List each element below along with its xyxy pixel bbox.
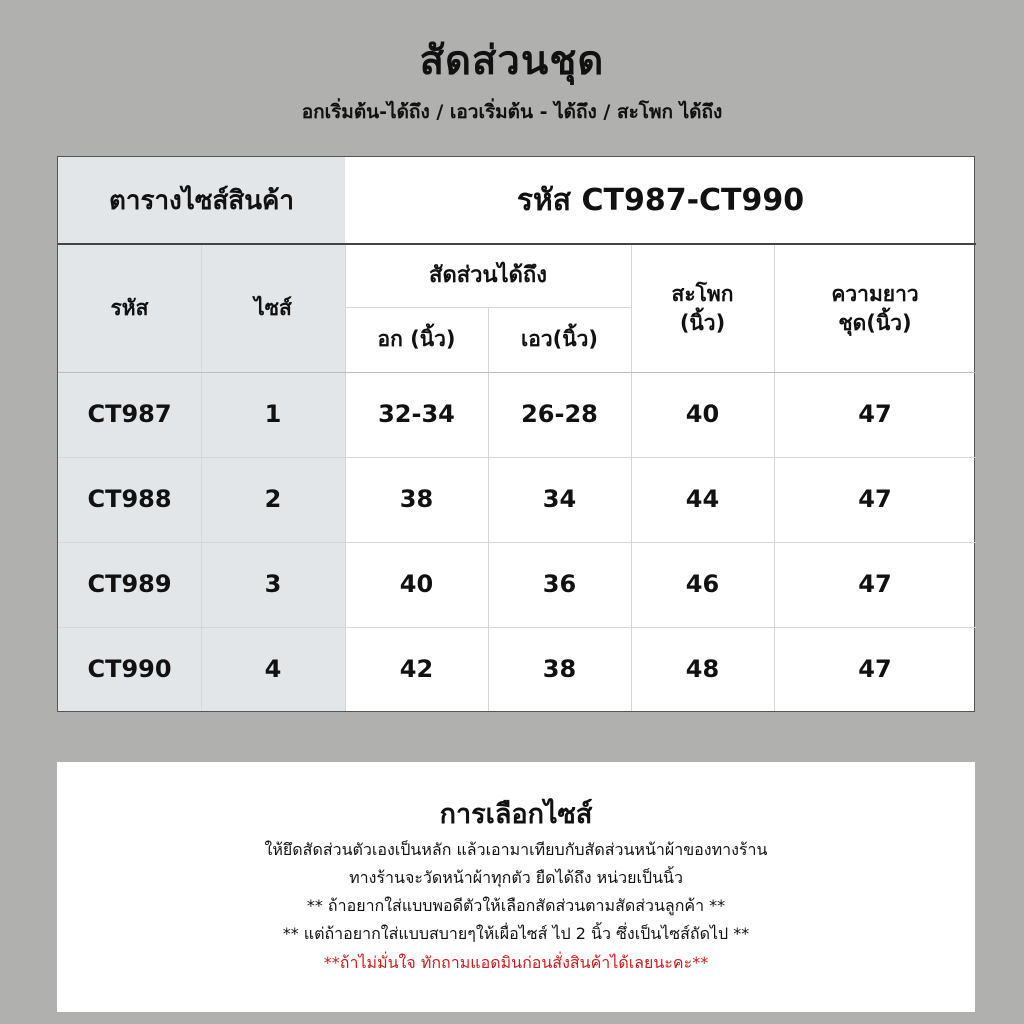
size-guide-title: การเลือกไซส์ — [439, 799, 593, 830]
cell-hip: 40 — [685, 400, 720, 429]
column-header-waist: เอว(นิ้ว) — [521, 327, 598, 352]
column-header-size: ไซส์ — [254, 296, 292, 321]
cell-hip: 48 — [685, 654, 720, 683]
cell-code: CT987 — [87, 400, 172, 429]
column-header-chest: อก (นิ้ว) — [377, 327, 456, 352]
column-header-hip-line2: (นิ้ว) — [679, 310, 726, 335]
size-table — [57, 156, 975, 712]
cell-hip: 44 — [685, 485, 720, 514]
cell-size: 2 — [264, 485, 282, 514]
cell-chest: 42 — [399, 654, 434, 683]
size-guide-line: ให้ยึดสัดส่วนตัวเองเป็นหลัก แล้วเอามาเทียบกับสัดส่วนหน้าผ้าของทางร้าน — [264, 840, 768, 859]
product-code-range: รหัส CT987-CT990 — [516, 183, 805, 218]
cell-waist: 38 — [542, 654, 577, 683]
cell-size: 3 — [264, 570, 282, 599]
cell-size: 1 — [264, 400, 282, 429]
size-table-heading: ตารางไซส์สินค้า — [58, 157, 345, 244]
size-guide-line: ทางร้านจะวัดหน้าผ้าทุกตัว ยืดได้ถึง หน่วยเป็นนิ้ว — [349, 868, 683, 887]
cell-length: 47 — [858, 654, 892, 683]
cell-code: CT988 — [87, 485, 172, 514]
column-header-hip-line1: สะโพก — [671, 282, 734, 307]
cell-waist: 36 — [542, 570, 577, 599]
column-header-length — [774, 245, 976, 372]
size-guide-line: ** แต่ถ้าอยากใส่แบบสบายๆให้เผื่อไซส์ ไป 2 นิ้ว ซึ่งเป็นไซส์ถัดไป ** — [282, 924, 750, 943]
cell-length: 47 — [858, 485, 892, 514]
cell-chest: 38 — [399, 485, 434, 514]
cell-chest: 40 — [399, 570, 434, 599]
cell-chest: 32-34 — [378, 400, 455, 429]
cell-code: CT989 — [87, 570, 172, 599]
cell-code: CT990 — [87, 654, 172, 683]
column-header-length-line2: ชุด(นิ้ว) — [838, 310, 912, 335]
column-header-code: รหัส — [110, 296, 149, 321]
size-guide-line: ** ถ้าอยากใส่แบบพอดีตัวให้เลือกสัดส่วนตามสัดส่วนลูกค้า ** — [306, 896, 726, 915]
page-subtitle: อกเริ่มต้น-ได้ถึง / เอวเริ่มต้น - ได้ถึง / สะโพก ได้ถึง — [301, 101, 723, 123]
cell-length: 47 — [858, 570, 892, 599]
column-header-length-line1: ความยาว — [831, 282, 919, 307]
cell-waist: 34 — [542, 485, 577, 514]
page-title: สัดส่วนชุด — [419, 38, 605, 84]
size-guide-panel — [57, 762, 975, 1012]
column-group-header: สัดส่วนได้ถึง — [429, 263, 547, 289]
cell-size: 4 — [264, 654, 282, 683]
cell-length: 47 — [858, 400, 892, 429]
cell-waist: 26-28 — [521, 400, 598, 429]
column-header-hip — [631, 245, 774, 372]
size-guide-alert: **ถ้าไม่มั่นใจ ทักถามแอดมินก่อนสั่งสินค้าได้เลยนะคะ** — [323, 953, 709, 972]
cell-hip: 46 — [685, 570, 720, 599]
